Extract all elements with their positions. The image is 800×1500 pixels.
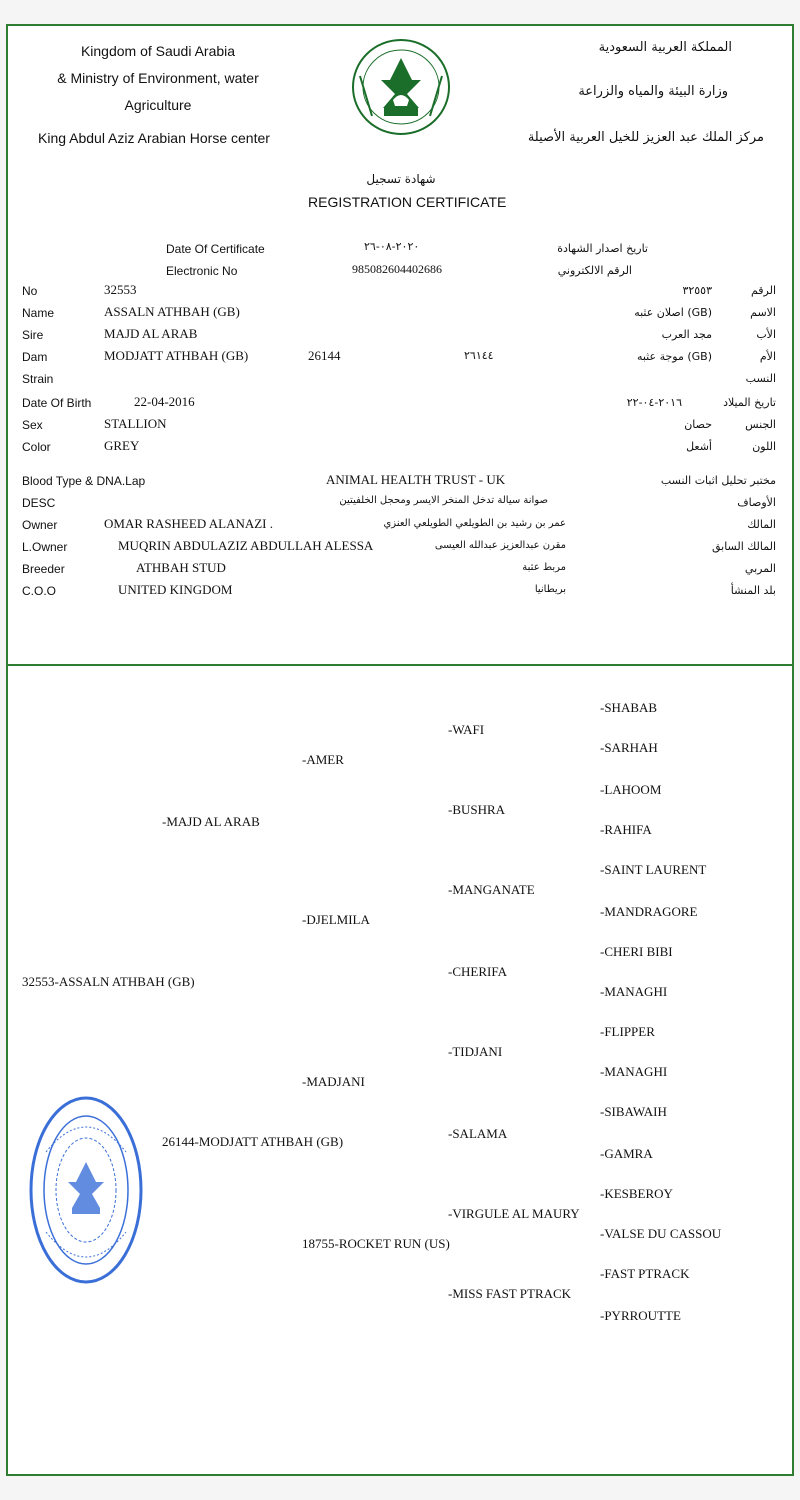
- field-value-ar: عمر بن رشيد بن الطويلعي الطويلعي العنزي: [383, 518, 566, 529]
- field-value: ATHBAH STUD: [136, 560, 226, 575]
- pedigree-dam: 26144-MODJATT ATHBAH (GB): [162, 1134, 344, 1149]
- dam-number-ar: ٢٦١٤٤: [464, 349, 494, 362]
- field-label: C.O.O: [22, 584, 57, 598]
- field-label-ar: المربي: [744, 562, 776, 575]
- pedigree-gen4: -CHERI BIBI: [600, 944, 673, 959]
- pedigree-gen2: 18755-ROCKET RUN (US): [302, 1236, 450, 1251]
- pedigree-gen3: -VIRGULE AL MAURY: [448, 1206, 580, 1221]
- field-label: L.Owner: [22, 540, 68, 554]
- field-label: Sex: [22, 418, 43, 432]
- electronic-value: 985082604402686: [352, 262, 442, 276]
- field-value-ar: بريطانيا: [534, 584, 566, 595]
- emblem-icon: [348, 36, 454, 138]
- pedigree-gen4: -MANAGHI: [600, 984, 668, 999]
- section-divider: [8, 664, 792, 666]
- stamp-icon: [26, 1092, 146, 1288]
- field-label: DESC: [22, 496, 56, 510]
- field-value: ANIMAL HEALTH TRUST - UK: [326, 472, 506, 487]
- field-value-ar: ٣٢٥٥٣: [682, 284, 712, 297]
- title-arabic: شهادة تسجيل: [366, 172, 436, 186]
- header-en-line3: Agriculture: [124, 97, 192, 113]
- field-label: Color: [22, 440, 51, 454]
- field-value-ar: (GB) اصلان عثبه: [634, 306, 712, 319]
- date-value: ٢٠٢٠-٠٨-٢٦: [364, 240, 420, 253]
- header-ar-line2: وزارة البيئة والمياه والزراعة: [578, 84, 728, 99]
- pedigree-gen4: -MANAGHI: [600, 1064, 668, 1079]
- pedigree-sire: -MAJD AL ARAB: [162, 814, 260, 829]
- pedigree-subject: 32553-ASSALN ATHBAH (GB): [22, 974, 195, 989]
- pedigree-gen4: -MANDRAGORE: [600, 904, 698, 919]
- field-label: Blood Type & DNA.Lap: [22, 474, 146, 488]
- field-value: GREY: [104, 438, 140, 453]
- certificate: [6, 24, 794, 1476]
- pedigree-gen2: -MADJANI: [302, 1074, 365, 1089]
- pedigree-gen3: -BUSHRA: [448, 802, 506, 817]
- field-value: صوانة سيالة تدخل المنخر الايسر ومحجل الخلفيتين: [339, 495, 548, 506]
- pedigree-gen3: -WAFI: [448, 722, 485, 737]
- field-value: UNITED KINGDOM: [118, 582, 233, 597]
- header-en-line1: Kingdom of Saudi Arabia: [80, 43, 236, 59]
- field-value: ASSALN ATHBAH (GB): [104, 304, 240, 319]
- pedigree-gen3: -SALAMA: [448, 1126, 508, 1141]
- field-value-ar: حصان: [684, 418, 712, 431]
- field-value: MUQRIN ABDULAZIZ ABDULLAH ALESSA: [118, 538, 374, 553]
- field-label: Strain: [22, 372, 54, 386]
- field-label-ar: مختبر تحليل اثبات النسب: [660, 474, 776, 487]
- field-value: 22-04-2016: [134, 394, 195, 409]
- electronic-label-ar: الرقم الالكتروني: [557, 264, 632, 277]
- pedigree-gen4: -LAHOOM: [600, 782, 662, 797]
- dam-number: 26144: [308, 348, 341, 363]
- field-value: MODJATT ATHBAH (GB): [104, 348, 249, 363]
- pedigree-gen3: -CHERIFA: [448, 964, 507, 979]
- field-label-ar: الأوصاف: [737, 496, 776, 509]
- field-label: Name: [22, 306, 55, 320]
- field-label-ar: الأم: [759, 350, 776, 363]
- header-en-line2: & Ministry of Environment, water: [57, 70, 259, 86]
- pedigree-gen4: -FLIPPER: [600, 1024, 655, 1039]
- field-value: MAJD AL ARAB: [104, 326, 198, 341]
- field-value-ar: ٢٠١٦-٠٤-٢٢: [626, 396, 682, 409]
- field-value-ar: مقرن عبدالعزيز عبدالله العيسى: [434, 540, 566, 551]
- pedigree-gen2: -AMER: [302, 752, 344, 767]
- pedigree-gen2: -DJELMILA: [302, 912, 370, 927]
- pedigree-gen3: -TIDJANI: [448, 1044, 503, 1059]
- field-value-ar: مجد العرب: [661, 328, 712, 341]
- pedigree-gen4: -SARHAH: [600, 740, 658, 755]
- field-label: Sire: [22, 328, 44, 342]
- header-ar-center: مركز الملك عبد العزيز للخيل العربية الأصيلة: [527, 130, 764, 145]
- field-value: STALLION: [104, 416, 167, 431]
- header-en-center: King Abdul Aziz Arabian Horse center: [38, 130, 270, 146]
- field-label-ar: اللون: [752, 440, 776, 453]
- pedigree-gen3: -MISS FAST PTRACK: [448, 1286, 572, 1301]
- field-label-ar: المالك السابق: [711, 540, 776, 553]
- pedigree-gen4: -PYRROUTTE: [600, 1308, 681, 1323]
- date-label: Date Of Certificate: [166, 242, 265, 256]
- pedigree-gen4: -SHABAB: [600, 700, 658, 715]
- field-label-ar: تاريخ الميلاد: [723, 396, 776, 409]
- field-label-ar: الجنس: [745, 418, 776, 431]
- field-label-ar: النسب: [745, 372, 776, 385]
- title-english: REGISTRATION CERTIFICATE: [308, 194, 507, 210]
- pedigree-gen4: -VALSE DU CASSOU: [600, 1226, 722, 1241]
- field-label: Dam: [22, 350, 48, 364]
- pedigree-gen4: -KESBEROY: [600, 1186, 673, 1201]
- field-value: OMAR RASHEED ALANAZI .: [104, 516, 273, 531]
- field-label-ar: الاسم: [750, 306, 776, 319]
- field-label: Date Of Birth: [22, 396, 92, 410]
- pedigree-gen4: -FAST PTRACK: [600, 1266, 690, 1281]
- header-english: [38, 38, 278, 119]
- field-label-ar: بلد المنشأ: [730, 584, 776, 597]
- header-ar-line1: المملكة العربية السعودية: [598, 40, 732, 55]
- date-label-ar: تاريخ اصدار الشهادة: [557, 242, 648, 255]
- field-label: Owner: [22, 518, 58, 532]
- pedigree-gen4: -RAHIFA: [600, 822, 652, 837]
- field-value: 32553: [104, 282, 137, 297]
- field-label-ar: المالك: [747, 518, 776, 531]
- field-value-ar: (GB) موجة عثبه: [636, 350, 712, 363]
- field-label-ar: الأب: [756, 328, 776, 341]
- field-label-ar: الرقم: [750, 284, 776, 297]
- pedigree-gen4: -SIBAWAIH: [600, 1104, 667, 1119]
- pedigree-gen4: -SAINT LAURENT: [600, 862, 707, 877]
- field-label: Breeder: [22, 562, 65, 576]
- field-value-ar: أشعل: [686, 440, 712, 453]
- field-label: No: [22, 284, 38, 298]
- pedigree-gen4: -GAMRA: [600, 1146, 653, 1161]
- pedigree-gen3: -MANGANATE: [448, 882, 535, 897]
- electronic-label: Electronic No: [166, 264, 238, 278]
- field-value-ar: مربط عثبة: [522, 562, 566, 573]
